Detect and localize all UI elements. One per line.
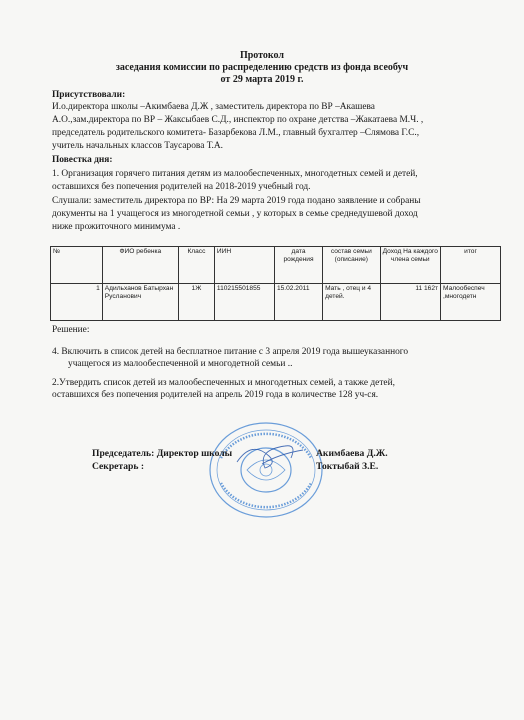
present-heading: Присутствовали: [52,90,126,100]
document-date: от 29 марта 2019 г. [220,74,304,85]
secretary-label: Секретарь : [92,461,145,472]
document-title: Протокол [239,50,285,61]
cell-family: Мать , отец и 4 детей. [323,284,380,321]
present-line: И.о.директора школы –Акимбаева Д.Ж , заместитель директора по ВР –Акашева [52,102,375,112]
children-table [50,246,501,321]
present-line: А.О.,зам.директора по ВР – Жаксыбаев С.Д., инспектор по охране детства –Жакатаева М.Ч. , [52,115,424,125]
cell-class: 1Ж [178,284,214,321]
agenda-line: оставшихся без попечения родителей на 2018-2019 учебный год. [52,182,311,192]
document-subtitle: заседания комиссии по распределению средств из фонда всеобуч [115,62,409,73]
decision-heading: Решение: [52,325,90,335]
agenda-line: ниже прожиточного минимума . [52,222,181,232]
present-line: председатель родительского комитета- Базарбекова Л.М., главный бухгалтер –Слямова Г.С., [52,128,420,138]
table-header-row [51,247,501,284]
secretary-name: Токтыбай З.Е. [316,461,379,472]
cell-child-name: Адильханов Батырхан Русланович [102,284,178,321]
cell-number: 1 [51,284,103,321]
chair-label: Председатель: Директор школы [92,448,233,459]
agenda-line: документы на 1 учащегося из многодетной семьи , у которых в семье среднедушевой доход [52,209,418,219]
decision-item-2: 2.Утвердить список детей из малообеспеченных и многодетных семей, а также детей, [52,378,395,388]
cell-income: 11 162т [380,284,440,321]
cell-result: Малообеспеч ,многодетн [441,284,501,321]
present-line: учитель начальных классов Таусарова Т.А. [52,141,223,151]
cell-iin: 110215501855 [214,284,274,321]
col-family: состав семьи (описание) [323,247,380,284]
agenda-heading: Повестка дня: [52,155,113,165]
col-number: № [51,247,103,284]
decision-item-1-cont: учащегося из малообеспеченной и многодетной семьи .. [68,359,293,369]
table-row [51,284,501,321]
col-child-name: ФИО ребенка [102,247,178,284]
decision-item-1: 4. Включить в список детей на бесплатное питание с 3 апреля 2019 года вышеуказанного [52,347,409,357]
col-income: Доход На каждого члена семьи [380,247,440,284]
decision-item-2-cont: оставшихся без попечения родителей на апрель 2019 года в количестве 128 уч-ся. [52,390,379,400]
agenda-line: 1. Организация горячего питания детям из малообеспеченных, многодетных семей и детей, [52,169,418,179]
cell-birth-date: 15.02.2011 [274,284,322,321]
col-class: Класс [178,247,214,284]
chair-name: Акимбаева Д.Ж. [316,448,388,459]
col-result: итог [441,247,501,284]
school-stamp [207,420,325,520]
agenda-line: Слушали: заместитель директора по ВР: На 29 марта 2019 года подано заявление и собраны [52,196,421,206]
col-iin: ИИН [214,247,274,284]
col-birth-date: дата рождения [274,247,322,284]
